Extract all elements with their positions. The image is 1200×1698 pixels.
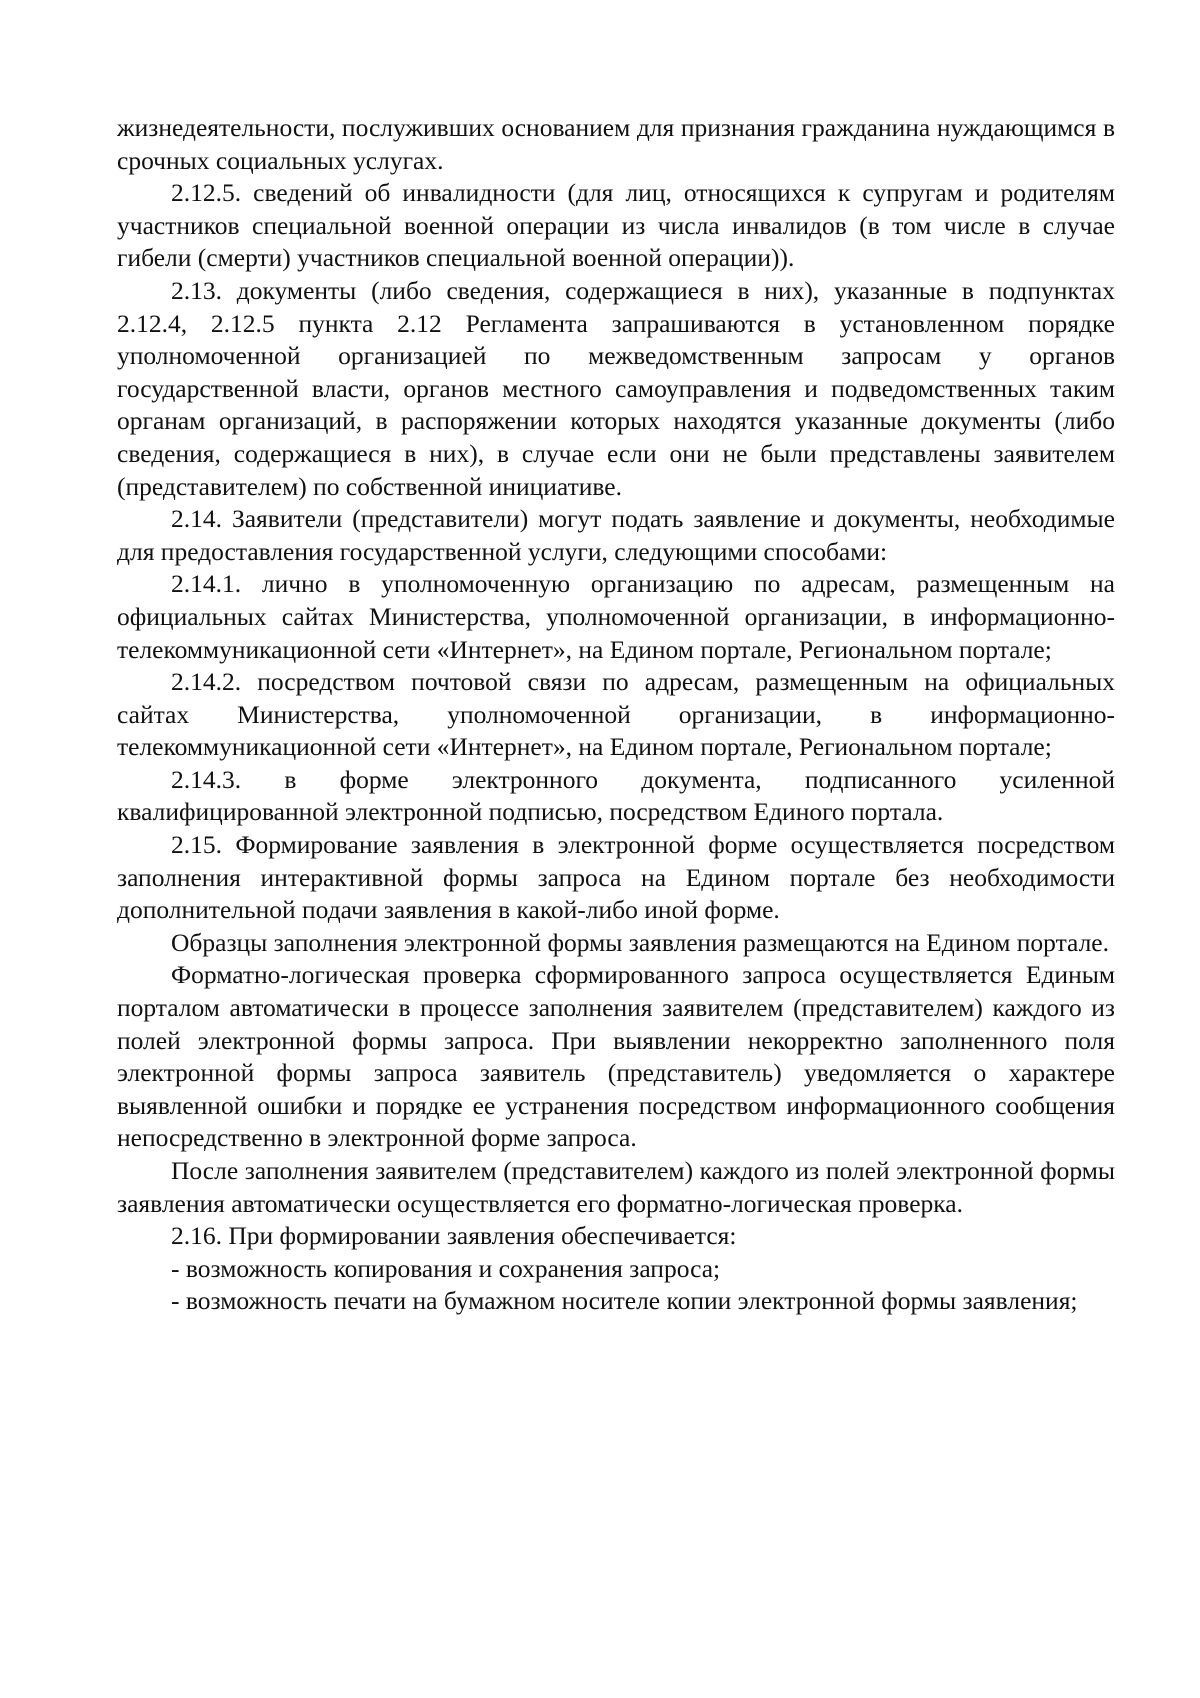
paragraph-format-check: Форматно-логическая проверка сформированного запроса осуществляется Единым порталом автоматически в процессе заполнения заявителем (представителем) каждого из полей электронной формы запроса. При выявлении некорректно заполненного поля электронной формы запроса заявитель (представитель) уведомляется о характере выявленной ошибки и порядке ее устранения посредством информационного сообщения непосредственно в электронной форме запроса. (117, 960, 1115, 1153)
paragraph-2-14-1: 2.14.1. лично в уполномоченную организацию по адресам, размещенным на официальных сайтах Министерства, уполномоченной организации, в информационно-телекоммуникационной сети «Интернет», на Едином портале, Региональном портале; (117, 569, 1115, 664)
paragraph-continuation: жизнедеятельности, послуживших основанием для признания гражданина нуждающимся в срочных социальных услугах. (117, 113, 1115, 175)
paragraph-2-16: 2.16. При формировании заявления обеспечивается: (171, 1221, 737, 1251)
paragraph-2-12-5: 2.12.5. сведений об инвалидности (для лиц, относящихся к супругам и родителям участников специальной военной операции из числа инвалидов (в том числе в случае гибели (смерти) участников специальной военной операции)). (117, 178, 1115, 273)
paragraph-2-14-3: 2.14.3. в форме электронного документа, подписанного усиленной квалифицированной электронной подписью, посредством Единого портала. (117, 764, 1115, 827)
paragraph-after-filling: После заполнения заявителем (представителем) каждого из полей электронной формы заявления автоматически осуществляется его форматно-логическая проверка. (117, 1156, 1115, 1218)
paragraph-2-14-2: 2.14.2. посредством почтовой связи по адресам, размещенным на официальных сайтах Министерства, уполномоченной организации, в информационно-телекоммуникационной сети «Интернет», на Едином портале, Региональном портале; (117, 667, 1115, 762)
list-item-print: - возможность печати на бумажном носителе копии электронной формы заявления; (171, 1286, 1078, 1316)
document-body (117, 112, 1115, 1318)
paragraph-2-13: 2.13. документы (либо сведения, содержащиеся в них), указанные в подпунктах 2.12.4, 2.12.5 пункта 2.12 Регламента запрашиваются в установленном порядке уполномоченной организацией по межведомственным запросам у органов государственной власти, органов местного самоуправления и подведомственных таким органам организаций, в распоряжении которых находятся указанные документы (либо сведения, содержащиеся в них), в случае если они не были представлены заявителем (представителем) по собственной инициативе. (117, 275, 1115, 501)
list-item-copy-save: - возможность копирования и сохранения запроса; (171, 1253, 721, 1283)
paragraph-samples: Образцы заполнения электронной формы заявления размещаются на Едином портале. (171, 927, 1109, 957)
paragraph-2-14: 2.14. Заявители (представители) могут подать заявление и документы, необходимые для предоставления государственной услуги, следующими способами: (117, 504, 1115, 566)
paragraph-2-15: 2.15. Формирование заявления в электронной форме осуществляется посредством заполнения интерактивной формы запроса на Едином портале без необходимости дополнительной подачи заявления в какой-либо иной форме. (117, 830, 1115, 925)
